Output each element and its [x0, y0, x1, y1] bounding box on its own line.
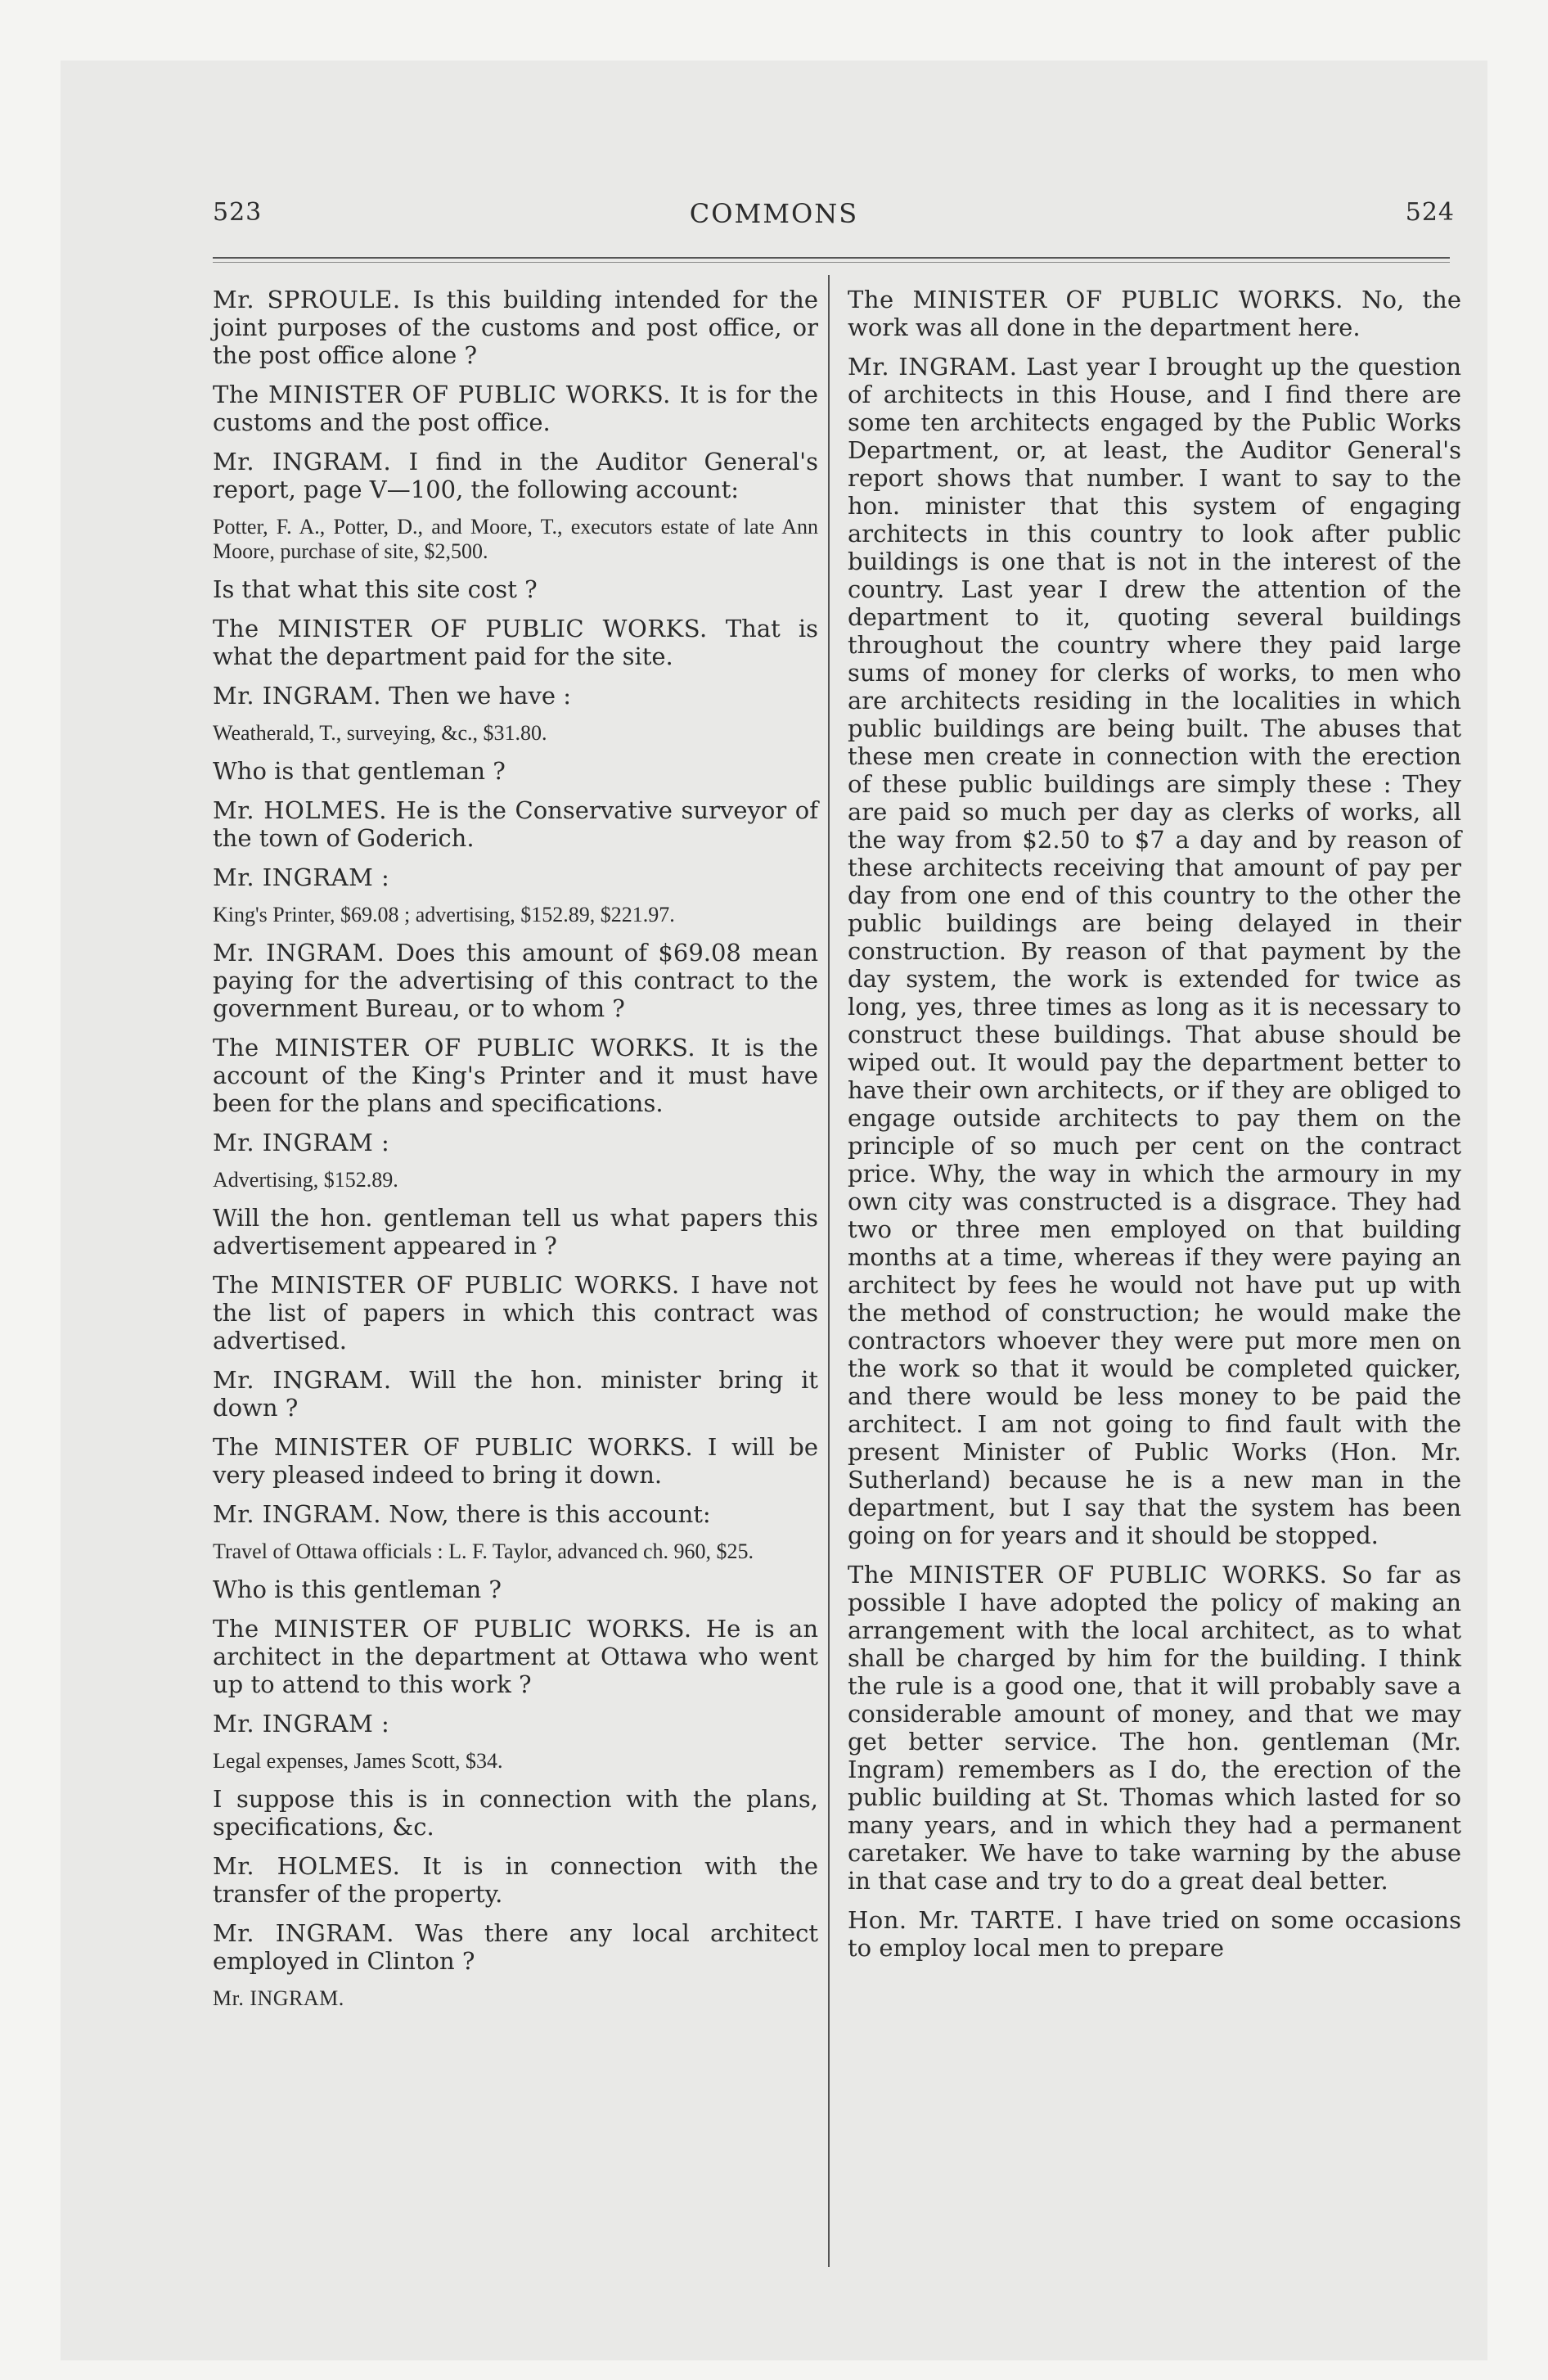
speaker-name: Mr. INGRAM. [213, 1500, 381, 1528]
speech-text: Potter, F. A., Potter, D., and Moore, T., executors estate of late Ann Moore, purchase of site, $2,500. [213, 515, 818, 563]
left-column [213, 286, 818, 2022]
speech-text: King's Printer, $69.08 ; advertising, $152.89, $221.97. [213, 903, 675, 926]
speech-text: Advertising, $152.89. [213, 1168, 398, 1192]
speech-text: Travel of Ottawa officials : L. F. Taylor, advanced ch. 960, $25. [213, 1539, 754, 1563]
speaker-name: Mr. INGRAM. [848, 353, 1018, 381]
speech-text: He is the Conservative surveyor of the town of Goderich. [213, 796, 819, 852]
paragraph [213, 1575, 818, 1603]
paragraph [213, 1710, 818, 1738]
paragraph [213, 796, 818, 852]
speaker-name: Mr. INGRAM. [213, 448, 392, 476]
speech-text: I find in the Auditor General's report, page V—100, the following account: [213, 448, 818, 503]
page-number-left: 523 [213, 198, 263, 227]
speaker-name: Mr. INGRAM. [213, 1366, 392, 1394]
speaker-name: Mr. SPROULE. [213, 286, 401, 313]
speaker-name: Mr. HOLMES. [213, 1852, 401, 1880]
speaker-name: The MINISTER OF PUBLIC WORKS. [848, 286, 1343, 313]
speech-text: Now, there is this account: [389, 1500, 711, 1528]
paragraph [213, 615, 818, 670]
speech-text: Weatherald, T., surveying, &c., $31.80. [213, 721, 547, 745]
speaker-name: Mr. INGRAM : [213, 863, 390, 891]
speaker-name: The MINISTER OF PUBLIC WORKS. [213, 1271, 680, 1299]
speaker-name: Mr. INGRAM. [213, 682, 381, 710]
paragraph [213, 1168, 818, 1192]
speech-text: I have tried on some occasions to employ local men to prepare [848, 1906, 1461, 1962]
speaker-name: Mr. INGRAM. [213, 939, 385, 967]
paragraph [848, 1906, 1461, 1962]
paragraph [213, 721, 818, 746]
paragraph [213, 1034, 818, 1117]
paragraph [213, 1500, 818, 1528]
paragraph [213, 448, 818, 503]
speech-text: Does this amount of $69.08 mean paying for the advertising of this contract to the government Bureau, or to whom ? [213, 939, 818, 1022]
column-divider [828, 275, 830, 2267]
paragraph [213, 1919, 818, 1975]
speech-text: It is for the customs and the post office. [213, 381, 818, 436]
speech-text: It is in connection with the transfer of the property. [213, 1852, 818, 1908]
speaker-name: Mr. INGRAM. [213, 1986, 344, 2010]
paragraph [213, 682, 818, 710]
speaker-name: The MINISTER OF PUBLIC WORKS. [213, 615, 708, 642]
speech-text: Who is that gentleman ? [213, 757, 506, 785]
speaker-name: Mr. INGRAM. [213, 1919, 394, 1947]
paragraph [213, 515, 818, 564]
paragraph [213, 1615, 818, 1698]
speech-text: He is an architect in the department at Ottawa who went up to attend to this work ? [213, 1615, 818, 1698]
speaker-name: Hon. Mr. TARTE. [848, 1906, 1064, 1934]
paragraph [213, 1852, 818, 1908]
speaker-name: Mr. INGRAM : [213, 1710, 390, 1738]
speech-text: I suppose this is in connection with the plans, specifications, &c. [213, 1785, 818, 1841]
paragraph [213, 1785, 818, 1841]
speech-text: I will be very pleased indeed to bring it down. [213, 1433, 819, 1489]
speech-text: Is this building intended for the joint purposes of the customs and post office, or the post office alone ? [213, 286, 818, 369]
paragraph [213, 1271, 818, 1355]
speaker-name: The MINISTER OF PUBLIC WORKS. [848, 1561, 1328, 1589]
speaker-name: Mr. INGRAM : [213, 1129, 390, 1156]
paragraph [213, 1433, 818, 1489]
speech-text: I have not the list of papers in which this contract was advertised. [213, 1271, 819, 1355]
speech-text: Who is this gentleman ? [213, 1575, 502, 1603]
paragraph [213, 903, 818, 927]
paragraph [213, 1539, 818, 1564]
header-rule [213, 257, 1450, 263]
paragraph [848, 353, 1461, 1549]
paragraph [213, 863, 818, 891]
speech-text: It is the account of the King's Printer and it must have been for the plans and specifications. [213, 1034, 819, 1117]
paragraph [213, 575, 818, 603]
speech-text: Legal expenses, James Scott, $34. [213, 1749, 503, 1773]
paragraph [213, 1986, 818, 2011]
speech-text: No, the work was all done in the department here. [848, 286, 1462, 341]
speech-text: So far as possible I have adopted the policy of making an arrangement with the local architect, as to what shall be charged by him for the building. I think the rule is a good one, that it will probably save a considerable amount of money, and that we may get better service. The hon. gentleman (Mr. Ingram) remembers as I do, the erection of the public building at St. Thomas which lasted for so many years, and in which they had a permanent caretaker. We have to take warning by the abuse in that case and try to do a great deal better. [848, 1561, 1462, 1895]
paragraph [213, 286, 818, 369]
speaker-name: The MINISTER OF PUBLIC WORKS. [213, 381, 671, 408]
speech-text: Then we have : [389, 682, 572, 710]
paragraph [213, 1366, 818, 1422]
page-title: COMMONS [689, 198, 859, 229]
paragraph [213, 939, 818, 1022]
speech-text: Will the hon. minister bring it down ? [213, 1366, 819, 1422]
paragraph [848, 1561, 1461, 1895]
paragraph [213, 1749, 818, 1774]
right-column [848, 286, 1461, 1973]
paragraph [213, 1129, 818, 1156]
speaker-name: The MINISTER OF PUBLIC WORKS. [213, 1615, 692, 1643]
paragraph [213, 1204, 818, 1260]
speaker-name: Mr. HOLMES. [213, 796, 387, 824]
paragraph [213, 381, 818, 436]
hansard-page [61, 61, 1487, 2360]
paragraph [213, 757, 818, 785]
paragraph [848, 286, 1461, 341]
page-number-right: 524 [1405, 198, 1455, 227]
speech-text: Will the hon. gentleman tell us what papers this advertisement appeared in ? [213, 1204, 818, 1260]
speaker-name: The MINISTER OF PUBLIC WORKS. [213, 1034, 696, 1062]
speech-text: Last year I brought up the question of architects in this House, and I find there are some ten architects engaged by the Public Works Department, or, at least, the Auditor General's report shows that number. I want to say to the hon. minister that this system of engaging architects in this country to look after public buildings is one that is not in the interest of the country. Last year I drew the attention of the department to it, quoting several buildings throughout the country where they paid large sums of money for clerks of works, to men who are architects residing in the localities in which public buildings are being built. The abuses that these men create in connection with the erection of these public buildings are simply these : They are paid so much per day as clerks of works, all the way from $2.50 to $7 a day and by reason of these architects receiving that amount of pay per day from one end of this country to the other the public buildings are being delayed in their construction. By reason of that payment by the day system, the work is extended for twice as long, yes, three times as long as it is necessary to construct these buildings. That abuse should be wiped out. It would pay the department better to have their own architects, or if they are obliged to engage outside architects to pay them on the principle of so much per cent on the contract price. Why, the way in which the armoury in my own city was constructed is a disgrace. They had two or three men employed on that building months at a time, whereas if they were paying an architect by fees he would not have put up with the method of construction; he would make the contractors whoever they were put more men on the work so that it would be completed quicker, and there would be less money to be paid the architect. I am not going to find fault with the present Minister of Public Works (Hon. Mr. Sutherland) because he is a new man in the department, but I say that the system has been going on for years and it should be stopped. [848, 353, 1462, 1549]
speech-text: Is that what this site cost ? [213, 575, 538, 603]
speech-text: Was there any local architect employed in Clinton ? [213, 1919, 818, 1975]
speaker-name: The MINISTER OF PUBLIC WORKS. [213, 1433, 694, 1461]
speech-text: That is what the department paid for the site. [213, 615, 819, 670]
